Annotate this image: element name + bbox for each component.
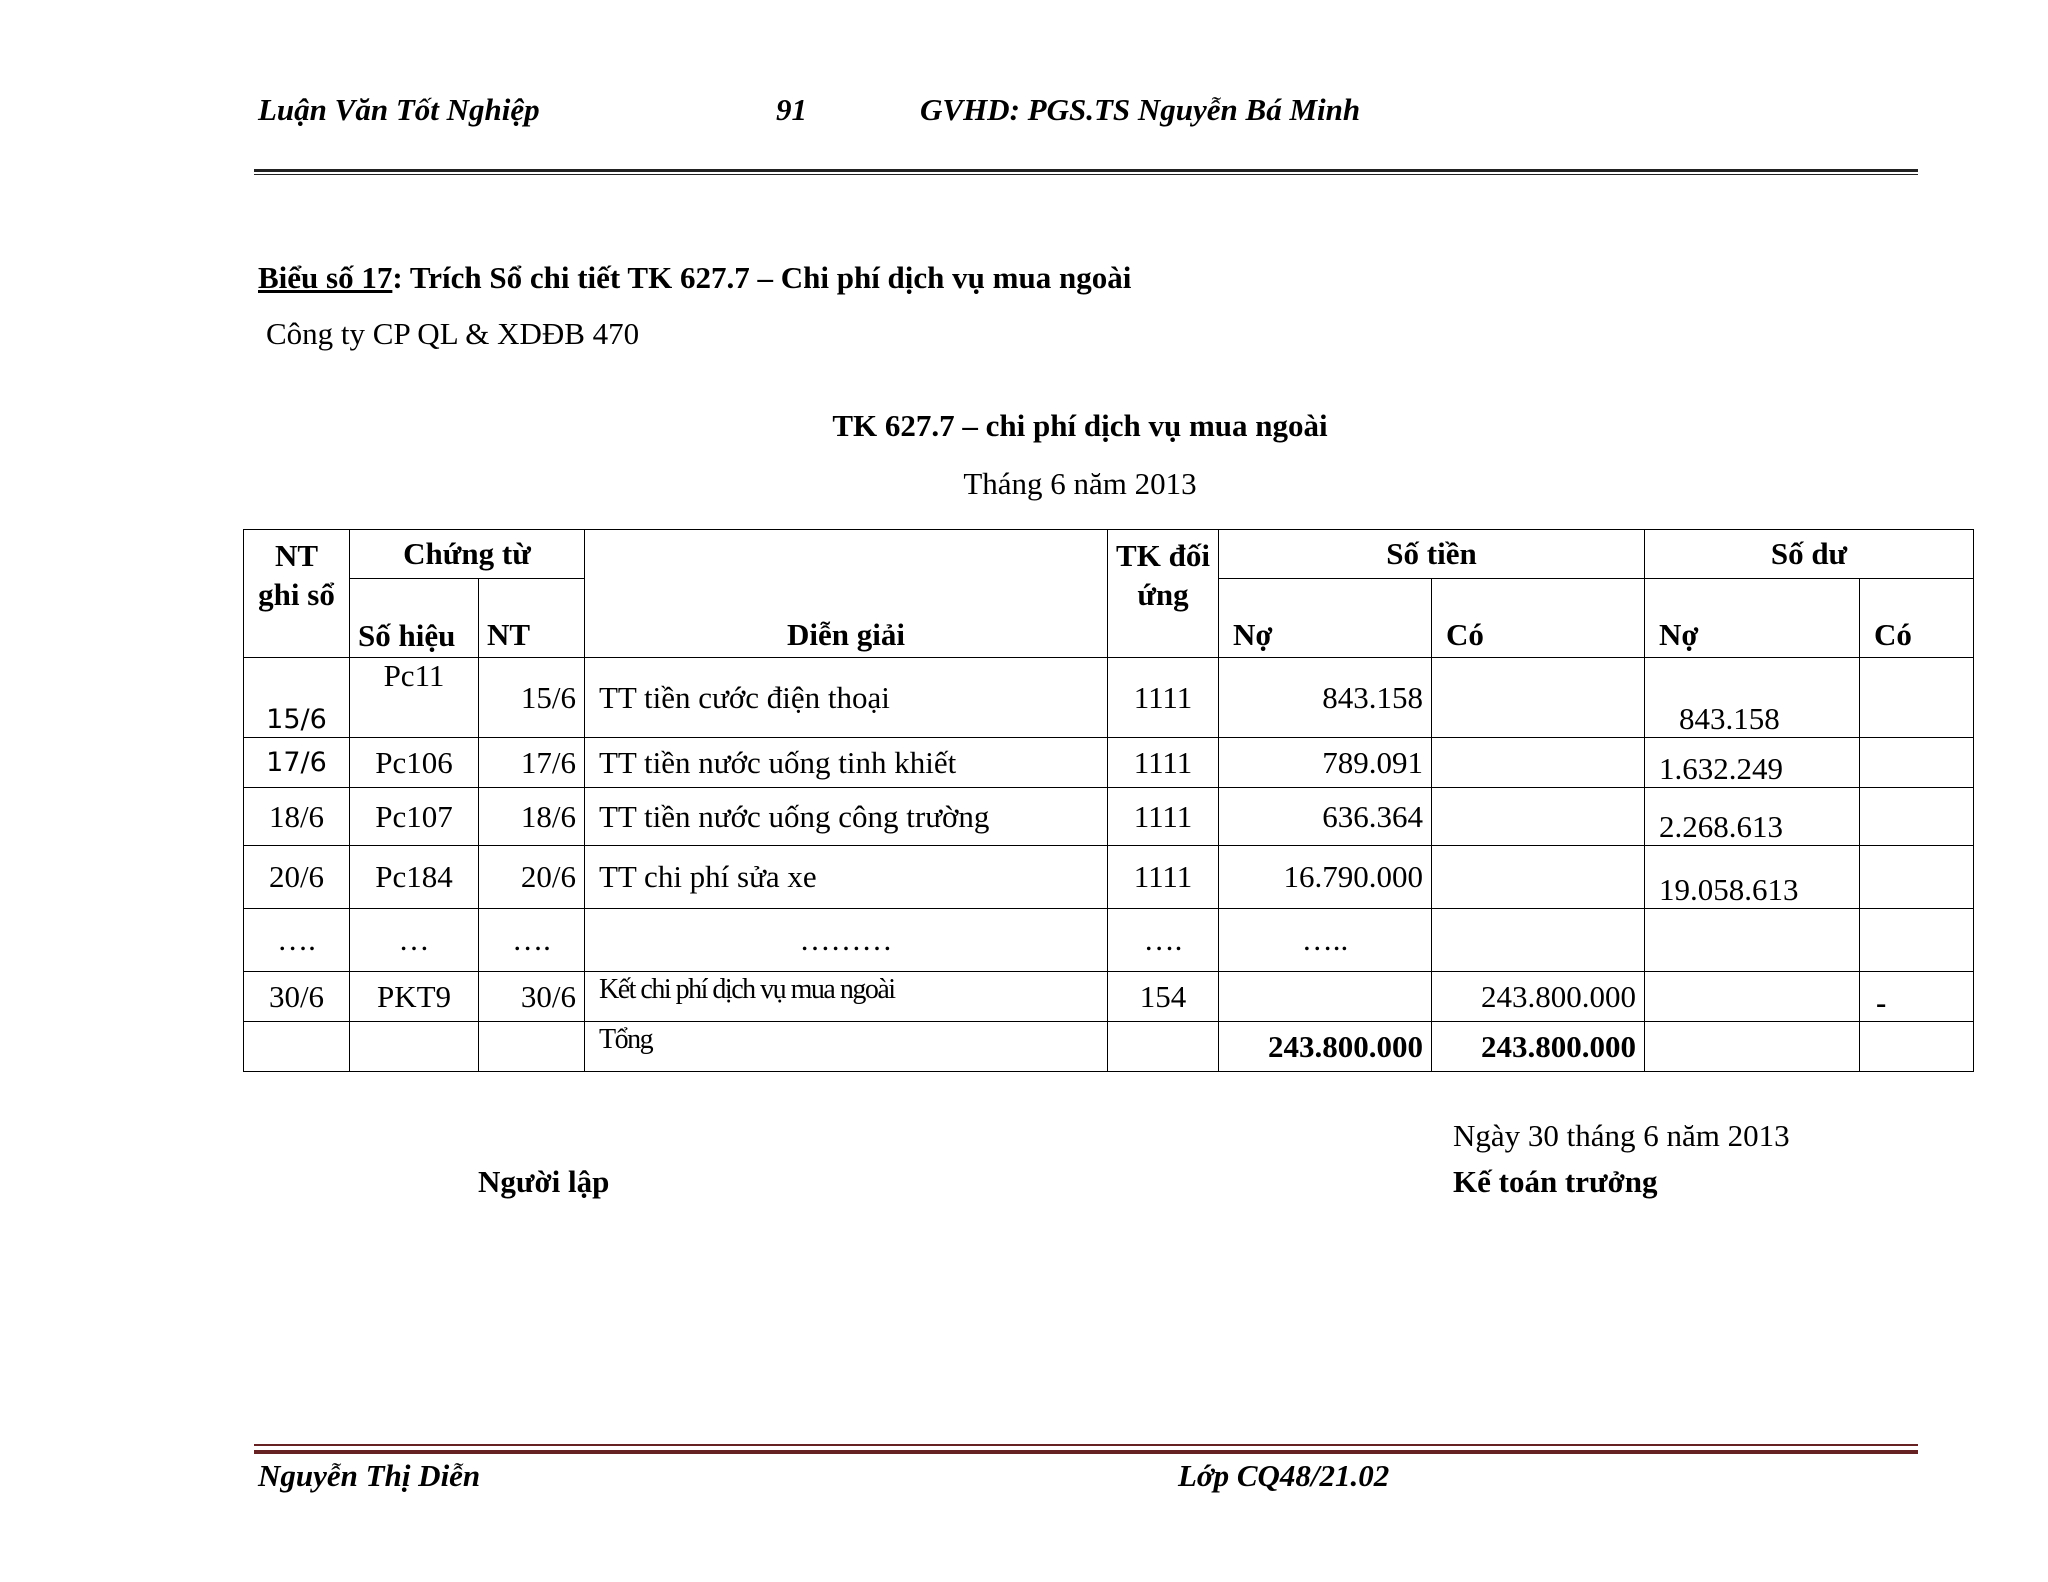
signature-preparer: Người lập xyxy=(478,1164,610,1199)
table-row xyxy=(244,846,1974,909)
cell-nt: …. xyxy=(479,909,585,972)
cell-no: 789.091 xyxy=(1219,738,1432,788)
table-row xyxy=(244,909,1974,972)
table-row xyxy=(244,738,1974,788)
cell-so-hieu: Pc107 xyxy=(350,788,479,846)
table-row xyxy=(244,972,1974,1022)
cell-du-no: 843.158 xyxy=(1645,658,1860,738)
cell-so-hieu: Pc11 xyxy=(350,658,479,738)
table-row xyxy=(244,658,1974,738)
signature-chief-accountant: Kế toán trưởng xyxy=(1453,1164,1658,1199)
cell-co xyxy=(1432,788,1645,846)
ledger-title: TK 627.7 – chi phí dịch vụ mua ngoài xyxy=(832,408,1328,443)
cell-du-co: - xyxy=(1860,972,1974,1022)
footer-author: Nguyễn Thị Diễn xyxy=(258,1458,481,1493)
col-header-nt-ghi-so: NT ghi sổ xyxy=(244,530,350,658)
cell-tk: 1111 xyxy=(1108,846,1219,909)
cell-tk: …. xyxy=(1108,909,1219,972)
cell-co: 243.800.000 xyxy=(1432,972,1645,1022)
col-header-no: Nợ xyxy=(1219,579,1432,658)
cell-tk: 1111 xyxy=(1108,738,1219,788)
cell-du-co xyxy=(1860,738,1974,788)
cell-empty xyxy=(1645,1022,1860,1072)
cell-dien-giai: TT chi phí sửa xe xyxy=(585,846,1108,909)
cell-nt-ghi-so: 18/6 xyxy=(244,788,350,846)
cell-nt-ghi-so: 15/6 xyxy=(244,658,350,738)
cell-so-hieu: PKT9 xyxy=(350,972,479,1022)
cell-empty xyxy=(1108,1022,1219,1072)
cell-tk: 154 xyxy=(1108,972,1219,1022)
footer-rule xyxy=(254,1444,1918,1454)
col-header-co: Có xyxy=(1432,579,1645,658)
cell-du-co xyxy=(1860,788,1974,846)
cell-empty xyxy=(350,1022,479,1072)
cell-co xyxy=(1432,738,1645,788)
col-header-tk-doi-ung: TK đối ứng xyxy=(1108,530,1219,658)
cell-du-no xyxy=(1645,972,1860,1022)
header-page-number: 91 xyxy=(776,92,807,127)
cell-co xyxy=(1432,909,1645,972)
cell-nt-ghi-so: 20/6 xyxy=(244,846,350,909)
col-header-du-co: Có xyxy=(1860,579,1974,658)
cell-dien-giai: TT tiền nước uống công trường xyxy=(585,788,1108,846)
cell-du-no: 19.058.613 xyxy=(1645,846,1860,909)
cell-nt-ghi-so: 17/6 xyxy=(244,738,350,788)
total-row xyxy=(244,1022,1974,1072)
total-label: Tổng xyxy=(585,1022,1108,1072)
company-name: Công ty CP QL & XDĐB 470 xyxy=(266,316,640,351)
col-header-so-tien: Số tiền xyxy=(1219,530,1645,579)
cell-du-co xyxy=(1860,909,1974,972)
cell-nt: 20/6 xyxy=(479,846,585,909)
cell-nt-ghi-so: 30/6 xyxy=(244,972,350,1022)
cell-empty xyxy=(1860,1022,1974,1072)
col-header-du-no: Nợ xyxy=(1645,579,1860,658)
caption-text: : Trích Sổ chi tiết TK 627.7 – Chi phí dịch vụ mua ngoài xyxy=(392,260,1132,295)
page-footer xyxy=(258,1458,1918,1498)
cell-co xyxy=(1432,658,1645,738)
col-header-nt: NT xyxy=(479,579,585,658)
cell-no: 843.158 xyxy=(1219,658,1432,738)
footer-class: Lớp CQ48/21.02 xyxy=(1178,1458,1390,1493)
cell-so-hieu: Pc106 xyxy=(350,738,479,788)
cell-empty xyxy=(244,1022,350,1072)
cell-so-hieu: Pc184 xyxy=(350,846,479,909)
cell-dien-giai: TT tiền nước uống tinh khiết xyxy=(585,738,1108,788)
col-header-dien-giai: Diễn giải xyxy=(585,530,1108,658)
cell-co xyxy=(1432,846,1645,909)
cell-tk: 1111 xyxy=(1108,658,1219,738)
cell-nt: 30/6 xyxy=(479,972,585,1022)
cell-empty xyxy=(479,1022,585,1072)
cell-du-no: 1.632.249 xyxy=(1645,738,1860,788)
cell-du-co xyxy=(1860,658,1974,738)
ledger-table xyxy=(243,529,1974,1072)
table-caption xyxy=(258,260,1131,296)
cell-nt: 18/6 xyxy=(479,788,585,846)
header-supervisor: GVHD: PGS.TS Nguyễn Bá Minh xyxy=(920,92,1361,127)
cell-nt: 15/6 xyxy=(479,658,585,738)
cell-du-no: 2.268.613 xyxy=(1645,788,1860,846)
header-thesis-title: Luận Văn Tốt Nghiệp xyxy=(258,92,540,127)
header-row-1 xyxy=(244,530,1974,579)
cell-du-no xyxy=(1645,909,1860,972)
cell-so-hieu: … xyxy=(350,909,479,972)
header-rule xyxy=(254,169,1918,175)
table-row xyxy=(244,788,1974,846)
cell-no: ….. xyxy=(1219,909,1432,972)
total-co: 243.800.000 xyxy=(1432,1022,1645,1072)
cell-tk: 1111 xyxy=(1108,788,1219,846)
col-header-so-hieu: Số hiệu xyxy=(350,579,479,658)
signature-date: Ngày 30 tháng 6 năm 2013 xyxy=(1453,1118,1790,1153)
cell-dien-giai: Kết chi phí dịch vụ mua ngoài xyxy=(585,972,1108,1022)
caption-label: Biểu số 17 xyxy=(258,260,393,295)
cell-nt: 17/6 xyxy=(479,738,585,788)
ledger-period: Tháng 6 năm 2013 xyxy=(963,466,1197,501)
cell-nt-ghi-so: …. xyxy=(244,909,350,972)
page-header xyxy=(258,92,1918,132)
cell-dien-giai: TT tiền cước điện thoại xyxy=(585,658,1108,738)
cell-no xyxy=(1219,972,1432,1022)
cell-du-co xyxy=(1860,846,1974,909)
cell-dien-giai: ……… xyxy=(585,909,1108,972)
col-header-so-du: Số dư xyxy=(1645,530,1974,579)
cell-no: 636.364 xyxy=(1219,788,1432,846)
col-header-chung-tu: Chứng từ xyxy=(350,530,585,579)
cell-no: 16.790.000 xyxy=(1219,846,1432,909)
total-no: 243.800.000 xyxy=(1219,1022,1432,1072)
